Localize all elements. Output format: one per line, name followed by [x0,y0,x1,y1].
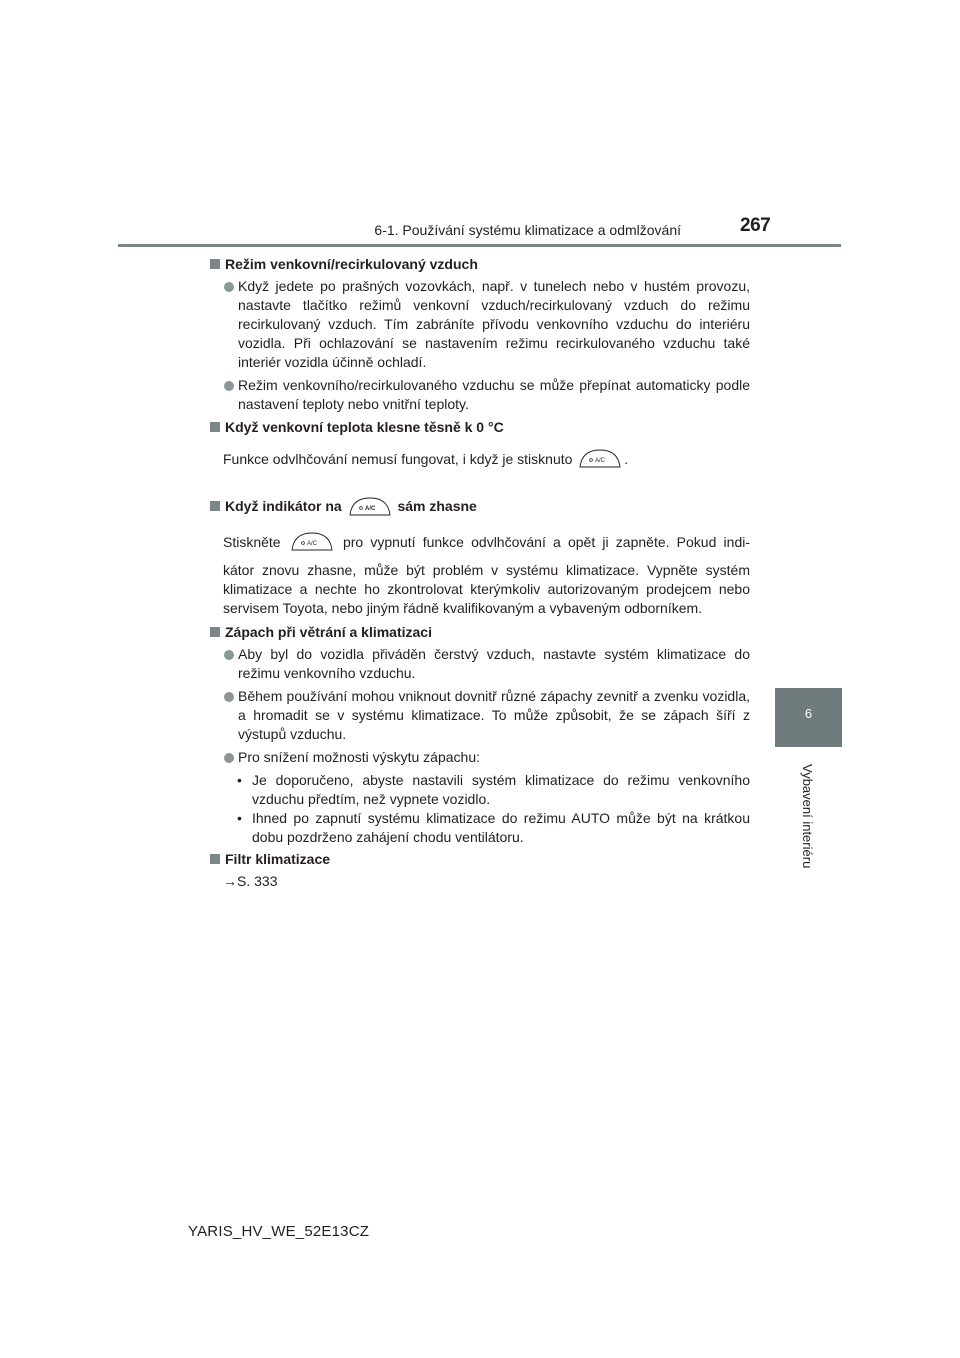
page-content [210,255,750,891]
ac-button-icon [578,448,622,468]
list-item: Během používání mohou vniknout dovnitř různé zápachy zevnitř a zvenku vozidla, a hromadit se v systému klimatizace. To může způsobit, že se zápach šíří z výstupů vzduchu. [210,687,750,744]
square-bullet-icon [210,501,220,511]
round-bullet-icon [224,650,234,660]
sub-list-item: • Ihned po zapnutí systému klimatizace do režimu AUTO může být na krátkou dobu pozdrženo zahájení chodu ventilátoru. [237,809,750,845]
section-title: 6-1. Používání systému klimatizace a odmlžování [374,222,681,238]
paragraph: Funkce odvlhčování nemusí fungovat, i když je stisknuto A/C . [210,450,750,470]
svg-text:A/C: A/C [595,458,606,465]
round-bullet-icon [224,282,234,292]
square-bullet-icon [210,627,220,637]
list-item: Režim venkovního/recirkulovaného vzduchu se může přepínat automaticky podle nastavení teploty nebo vnitřní teploty. [210,376,750,414]
heading-odor: Zápach při větrání a klimatizaci [210,623,750,642]
chapter-tab [775,688,842,747]
list-item: Pro snížení možnosti výskytu zápachu: [210,748,750,767]
svg-text:A/C: A/C [364,505,375,512]
header-rule [118,244,841,247]
chapter-number: 6 [804,706,813,721]
heading-recirculation: Režim venkovní/recirkulovaný vzduch [210,255,750,274]
heading-filter: Filtr klimatizace [210,850,750,869]
document-code: YARIS_HV_WE_52E13CZ [188,1223,370,1240]
page-number: 267 [740,215,771,236]
square-bullet-icon [210,854,220,864]
chapter-label: Vybavení interiéru [800,764,815,869]
heading-low-temperature: Když venkovní teplota klesne těsně k 0 °C [210,418,750,437]
list-item: Když jedete po prašných vozovkách, např. v tunelech nebo v hustém provozu, nastavte tlačítko režimů venkovní vzduch/recirkulovaný vzduch do režimu recirkulovaný vzduch. Tím zabráníte přívodu venkovního vzduchu do interiéru vozidla. Při ochlazování se nastavením režimu recirkulovaného vzduchu také interiér vozidla účinně ochladí. [210,277,750,372]
round-bullet-icon [224,753,234,763]
svg-text:A/C: A/C [306,540,317,547]
square-bullet-icon [210,422,220,432]
list-item: Aby byl do vozidla přiváděn čerstvý vzduch, nastavte systém klimatizace do režimu venkovního vzduchu. [210,645,750,683]
paragraph: kátor znovu zhasne, může být problém v systému klimatizace. Vypněte systém klimatizace a nechte ho zkontrolovat kterýmkoliv autorizovaným prodejcem nebo servisem Toyota, nebo jiným řádně kvalifikovaným a vybaveným odborníkem. [223,561,750,616]
paragraph: Stiskněte A/C pro vypnutí funkce odvlhčování a opět ji zapněte. Pokud indi- [210,533,750,553]
sub-bullet-icon: • [237,809,242,826]
heading-indicator-off: Když indikátor na A/C sám zhasne [210,497,750,517]
square-bullet-icon [210,259,220,269]
page-reference: →S. 333 [223,872,278,889]
round-bullet-icon [224,692,234,702]
ac-button-icon [348,496,392,516]
round-bullet-icon [224,381,234,391]
ac-button-icon [290,531,334,551]
sub-bullet-icon: • [237,771,242,788]
sub-list-item: • Je doporučeno, abyste nastavili systém klimatizace do režimu venkovního vzduchu předtím, než vypnete vozidlo. [237,771,750,807]
